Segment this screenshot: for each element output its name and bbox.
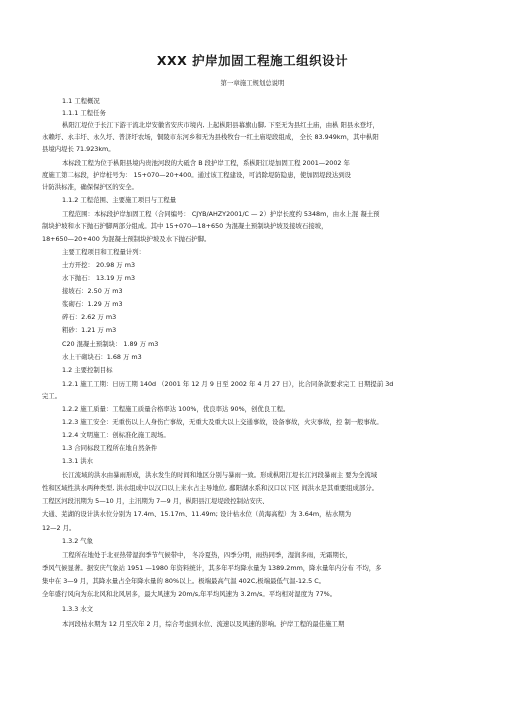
paragraph-line: 工程区河段汛期为 5—10 月，主汛期为 7—9 月，枞阳县江堤堤段控制站安庆、	[42, 497, 269, 505]
quantity-item: 接坡石：2.50 万 m3	[62, 287, 123, 295]
paragraph-line: 1.2.1 施工工期：日历工期 140d （2001 年 12 月 9 日至 2002 年 4 月 27 日），比合同条款要求完工 日期提前 3d	[62, 380, 394, 388]
subsection-heading: 1.1.1 工程任务	[62, 109, 106, 117]
chapter-heading: 第一章施工规划总说明	[220, 79, 285, 87]
quantity-item: 粗砂：1.21 万 m3	[62, 326, 117, 334]
paragraph-line: 大通、芜湖的设计洪水位分别为 17.4m、15.17m、11.49m; 设计枯水位（黄海高程）为 3.64m，枯水期为	[42, 510, 352, 518]
paragraph-line: 永赖圩、永丰圩、永久圩、普济圩农场，铜陵市东河乡和无为县栈牧台一红土庙堤段组成， 全长 83.949km，其中枞阳	[42, 133, 379, 141]
paragraph-line: 本标段工程为位于枞阳县境内贵池河段的大砥含 B 段护岸工程，系枞阳江堤加固工程 2001—2002 年	[62, 159, 350, 167]
paragraph-line: 1.2.3 施工安全：无重伤以上人身伤亡事故，无重大及重大以上交通事故，设备事故，火灾事故，控 制一般事故。	[62, 418, 383, 426]
quantity-item: 碎石：2.62 万 m3	[62, 313, 117, 321]
paragraph-line: 长江流域的洪水由暴雨形成，洪水发生的时间和地区分别与暴雨一致。形成枞阳江堤长江河段暴雨主 要为全流域	[62, 471, 378, 479]
paragraph-line: 枞阳江堤位于长江下游干流北岸安徽省安庆市境内, 上起枞阳县幕旗山脚, 下至无为县红土庙，由枞 阳县永登圩，	[62, 121, 379, 129]
subsection-heading: 1.3.2 气象	[62, 537, 94, 545]
paragraph-line: 性和区域性洪水两种类型, 洪水组成中以汉口以上来水占主导地位, 鄱阳湖水系和汉口以下区 间洪水是其重要组成部分。	[42, 484, 379, 492]
quantity-item: 浆砌石：1.29 万 m3	[62, 300, 123, 308]
paragraph-line: 度施工第二标段，护岸桩号为： 15+070—20+400。通过该工程建设，可消除堤防隐患，使加固堤段达到设	[42, 171, 352, 179]
paragraph-line: 工程所在地处于北亚热带湿润季节气候带中， 冬冷夏热，四季分明，雨热同季，湿润多雨，无霜期长，	[62, 551, 352, 559]
paragraph-line: 主要工程项目和工程量计列：	[62, 248, 146, 256]
quantity-item: 土方开挖： 20.98 万 m3	[62, 261, 136, 269]
paragraph-line: 工程范围：本标段护岸加固工程（合同编号： CJYB/AHZY2001/C — 2）护岸长度约 5348m，由水上混 凝土预	[62, 210, 380, 218]
paragraph-line: 1.2.4 文明施工：创标准化施工现场。	[62, 431, 170, 439]
paragraph-line: 12—2 月。	[42, 524, 76, 532]
section-heading: 1.2 主要控制目标	[62, 366, 113, 374]
paragraph-line: 全年盛行风向为东北风和北风居多，最大风速为 20m/s,年平均风速为 3.2m/s。平均相对湿度为 77%。	[42, 590, 337, 598]
section-heading: 1.1 工程概况	[62, 97, 100, 105]
quantity-item: C20 混凝土预制块： 1.89 万 m3	[62, 340, 159, 348]
paragraph-line: 制块护坡和水下抛石护脚两部分组成。其中 15+070—18+650 为混凝土预制块护坡及接坡石接坡，	[42, 222, 328, 230]
paragraph-line: 县境内堤长 71.923km。	[42, 145, 115, 153]
section-heading: 1.3 合同标段工程所在地自然条件	[62, 444, 158, 452]
paragraph-line: 季风气候显著。据安庆气象站 1951 —1980 年资料统计，其多年平均降水量为 1389.2mm，降水量年内分布 不均，多	[42, 564, 382, 572]
paragraph-line: 完工。	[42, 392, 62, 400]
subsection-heading: 1.1.2 工程范围、主要施工项目与工程量	[62, 196, 177, 204]
paragraph-line: 1.2.2 施工质量：工程施工质量合格率达 100%，优良率达 90%，创优良工程。	[62, 405, 290, 413]
paragraph-line: 本河段枯水期为 12 月至次年 2 月，综合考虑到水位、流速以及风速的影响。护岸工程的最佳施工期	[62, 620, 345, 628]
paragraph-line: 集中在 3—9 月，其降水量占全年降水量的 80%以上。极端最高气温 402C,极端最低气温-12.5 C。	[42, 577, 326, 585]
document-title: XXX 护岸加固工程施工组织设计	[156, 53, 349, 68]
quantity-item: 水上干砌块石：1.68 万 m3	[62, 353, 142, 361]
quantity-item: 水下抛石： 13.19 万 m3	[62, 274, 136, 282]
paragraph-line: 计防洪标准，确保保护区的安全。	[42, 183, 138, 191]
subsection-heading: 1.3.1 洪水	[62, 457, 94, 465]
subsection-heading: 1.3.3 水文	[62, 605, 94, 613]
paragraph-line: 18+650—20+400 为混凝土预制块护坡及水下抛石护脚。	[42, 235, 211, 243]
